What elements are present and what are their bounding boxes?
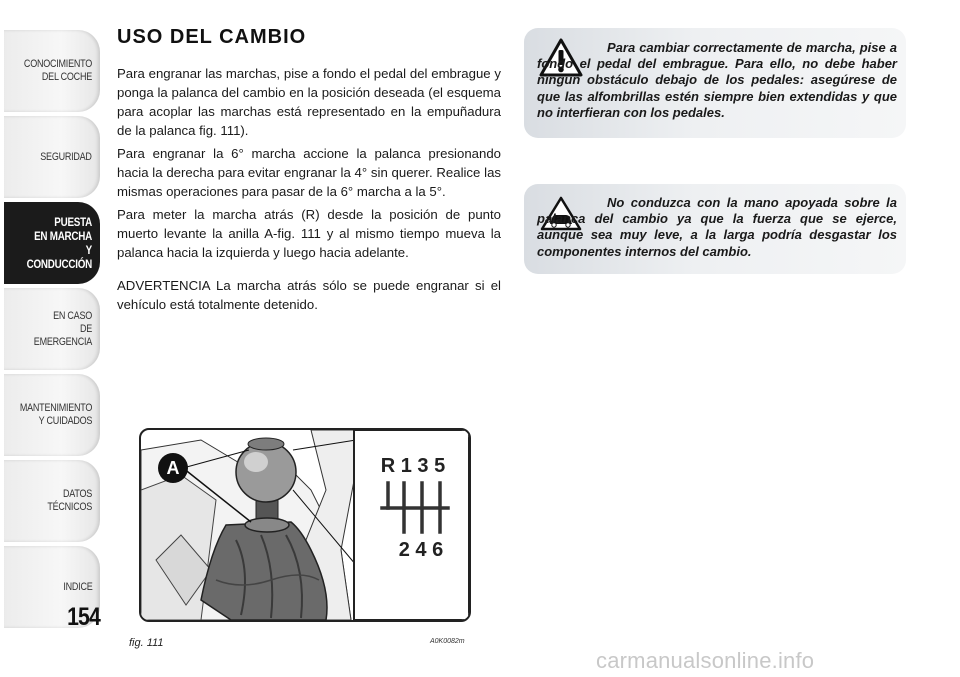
warning-box-pedals <box>524 28 906 138</box>
gear-lever-illustration <box>141 430 469 620</box>
figure-code: A0K0082m <box>430 638 465 645</box>
advertencia-paragraph: ADVERTENCIA La marcha atrás sólo se puede engranar si el vehículo está totalmente detenido. <box>117 278 501 312</box>
tab-label: CONOCIMIENTO DEL COCHE <box>23 58 92 83</box>
figure-caption: fig. 111 <box>129 637 164 649</box>
warning-text-content: No conduzca con la mano apoyada sobre la palanca del cambio ya que la fuerza que se ejerce, aunque sea muy leve, a la larga podría desgastar los componentes internos del cambio. <box>537 195 897 259</box>
tab-label: MANTENIMIENTO Y CUIDADOS <box>19 402 92 427</box>
tab-label: PUESTA EN MARCHA Y CONDUCCIÓN <box>26 215 92 271</box>
tab-conocimiento-del-coche[interactable] <box>4 30 100 112</box>
callout-a-label: A <box>166 458 180 478</box>
body-text <box>117 64 501 318</box>
warning-text-content: Para cambiar correctamente de marcha, pise a fondo el pedal del embrague. Para ello, no debe haber ningún obstáculo debajo de los pedales: asegúrese de que las alfombrillas estén siempre bien extendidas y que no interfieran con los pedales. <box>537 40 897 120</box>
tab-label: INDICE <box>62 580 92 593</box>
gear-lever-figure <box>139 428 471 622</box>
warning-text <box>537 40 897 121</box>
tab-en-caso-de-emergencia[interactable] <box>4 288 100 370</box>
watermark[interactable]: carmanualsonline.info <box>596 648 815 673</box>
gear-pattern-bottom: 2 4 6 <box>398 539 444 561</box>
tab-mantenimiento[interactable] <box>4 374 100 456</box>
tab-seguridad[interactable] <box>4 116 100 198</box>
gear-pattern-top: R 1 3 5 <box>380 455 446 477</box>
tab-label: SEGURIDAD <box>40 150 92 163</box>
tab-label: EN CASO DE EMERGENCIA <box>33 309 92 348</box>
paragraph: Para engranar la 6° marcha accione la palanca presionando hacia la derecha para evitar engranar la 4° sin querer. Realice las mismas operaciones para pasar de la 6° marcha a la 5°. <box>117 146 501 199</box>
warning-text <box>537 195 897 260</box>
paragraph: Para engranar las marchas, pise a fondo el pedal del embrague y ponga la palanca del cambio en la posición deseada (el esquema para acoplar las marchas está representado en la empuñadura de la palanca fig. 111). <box>117 66 501 138</box>
tab-datos-tecnicos[interactable] <box>4 460 100 542</box>
paragraph: Para meter la marcha atrás (R) desde la posición de punto muerto levante la anilla A-fig. 111 y al mismo tiempo mueva la palanca hacia la izquierda y luego hacia adelante. <box>117 207 501 260</box>
warning-box-lever <box>524 184 906 274</box>
section-title: USO DEL CAMBIO <box>117 26 307 48</box>
tab-puesta-en-marcha[interactable] <box>4 202 100 284</box>
tab-label: DATOS TÉCNICOS <box>47 488 92 513</box>
page-number: 154 <box>67 603 100 631</box>
